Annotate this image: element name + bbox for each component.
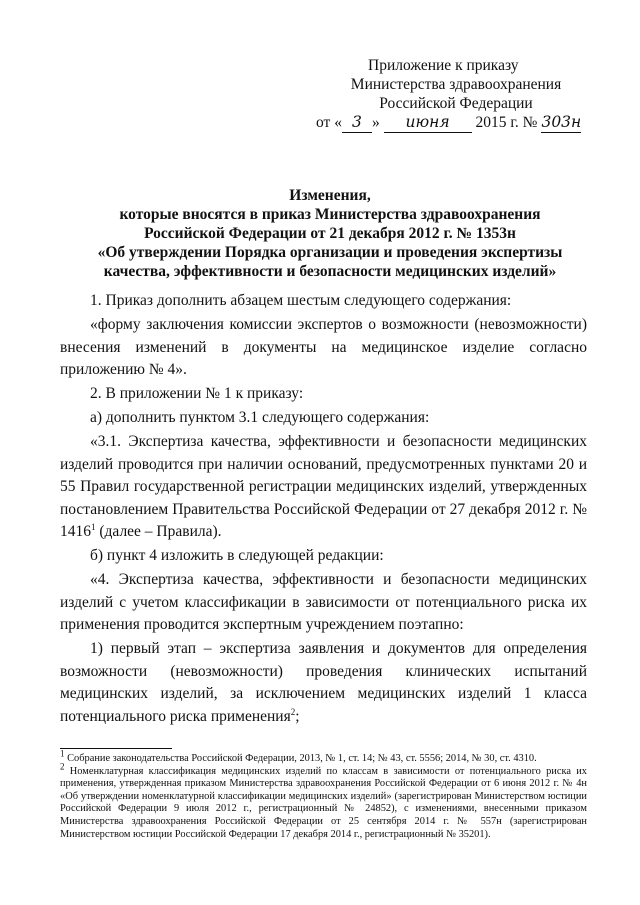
paragraph-8 — [60, 638, 587, 728]
footnote-1-text: Собрание законодательства Российской Федерации, 2013, № 1, ст. 14; № 43, ст. 5556; 2014, № 30, ст. 4310. — [64, 753, 537, 764]
paragraph-8-text: 1) первый этап – экспертиза заявления и документов для определения возможности (невозможности) проведения клинических испытаний медицинских изделий, за исключением медицинских изделий 1 класса потенциального риска применения — [60, 640, 587, 725]
date-prefix: от « — [316, 114, 342, 131]
handwritten-month: июня — [384, 113, 472, 133]
title-line-1: Изменения, — [289, 187, 371, 204]
footnote-2-mark: 2 — [60, 761, 65, 772]
footnote-2-text: Номенклатурная классификация медицинских изделий по классам в зависимости от потенциального риска их применения, утвержденная приказом Министерства здравоохранения Российской Федерации от 6 июня 2012 г. № 4н «Об утверждении номенклатурной классификации медицинских изделий» (зарегистрирован Министерством юстиции Российской Федерации 9 июля 2012 г., регистрационный № 24852), с изменениями, внесенными приказом Министерства здравоохранения Российской Федерации от 25 сентября 2014 г. № 557н (зарегистрирован Министерством юстиции Российской Федерации 17 декабря 2014 г., регистрационный № 35201). — [60, 765, 587, 840]
paragraph-3: 2. В приложении № 1 к приказу: — [90, 385, 304, 402]
paragraph-6: б) пункт 4 изложить в следующей редакции: — [90, 547, 384, 564]
footnote-1 — [60, 748, 587, 766]
attachment-header — [316, 56, 596, 133]
footnote-1-mark: 1 — [60, 748, 65, 759]
attachment-line-1: Приложение к приказу — [368, 57, 519, 74]
paragraph-1: 1. Приказ дополнить абзацем шестым следующего содержания: — [90, 292, 512, 309]
title-line-3: Российской Федерации от 21 декабря 2012 г. № 1353н — [144, 225, 516, 242]
footnotes — [60, 748, 587, 841]
paragraph-2: «форму заключения комиссии экспертов о возможности (невозможности) внесения изменений в документы на медицинское изделие согласно приложению № 4». — [60, 316, 587, 378]
paragraph-7: «4. Экспертиза качества, эффективности и безопасности медицинских изделий с учетом классификации в зависимости от потенциального риска их применения проводится экспертным учреждением поэтапно: — [60, 571, 587, 633]
document-body — [60, 290, 587, 730]
paragraph-5 — [60, 431, 587, 544]
footnote-divider — [60, 748, 172, 749]
paragraph-4: а) дополнить пунктом 3.1 следующего содержания: — [90, 409, 430, 426]
paragraph-5-tail: (далее – Правила). — [95, 523, 222, 540]
attachment-line-3: Российской Федерации — [379, 95, 533, 112]
attachment-line-2: Министерства здравоохранения — [350, 76, 562, 93]
title-line-2: которые вносятся в приказ Министерства здравоохранения — [119, 206, 541, 223]
order-date-line — [316, 113, 596, 133]
footnote-ref-1: 1 — [91, 521, 96, 532]
handwritten-order-number: 303н — [541, 113, 582, 131]
title-line-5: качества, эффективности и безопасности медицинских изделий» — [103, 263, 557, 280]
date-year: 2015 г. № — [475, 114, 538, 131]
title-line-4: «Об утверждении Порядка организации и проведения экспертизы — [97, 244, 563, 261]
document-title — [60, 186, 600, 281]
paragraph-8-tail: ; — [295, 707, 300, 725]
footnote-2 — [60, 761, 587, 842]
footnote-ref-2: 2 — [290, 706, 296, 717]
handwritten-day: 3 — [342, 113, 372, 133]
date-mid: » — [371, 114, 380, 131]
paragraph-5-text: «3.1. Экспертиза качества, эффективности и безопасности медицинских изделий проводится при наличии оснований, предусмотренных пунктами 20 и 55 Правил государственной регистрации медицинских изделий, утвержденных постановлением Правительства Российской Федерации от 27 декабря 2012 г. № 1416 — [60, 433, 587, 540]
